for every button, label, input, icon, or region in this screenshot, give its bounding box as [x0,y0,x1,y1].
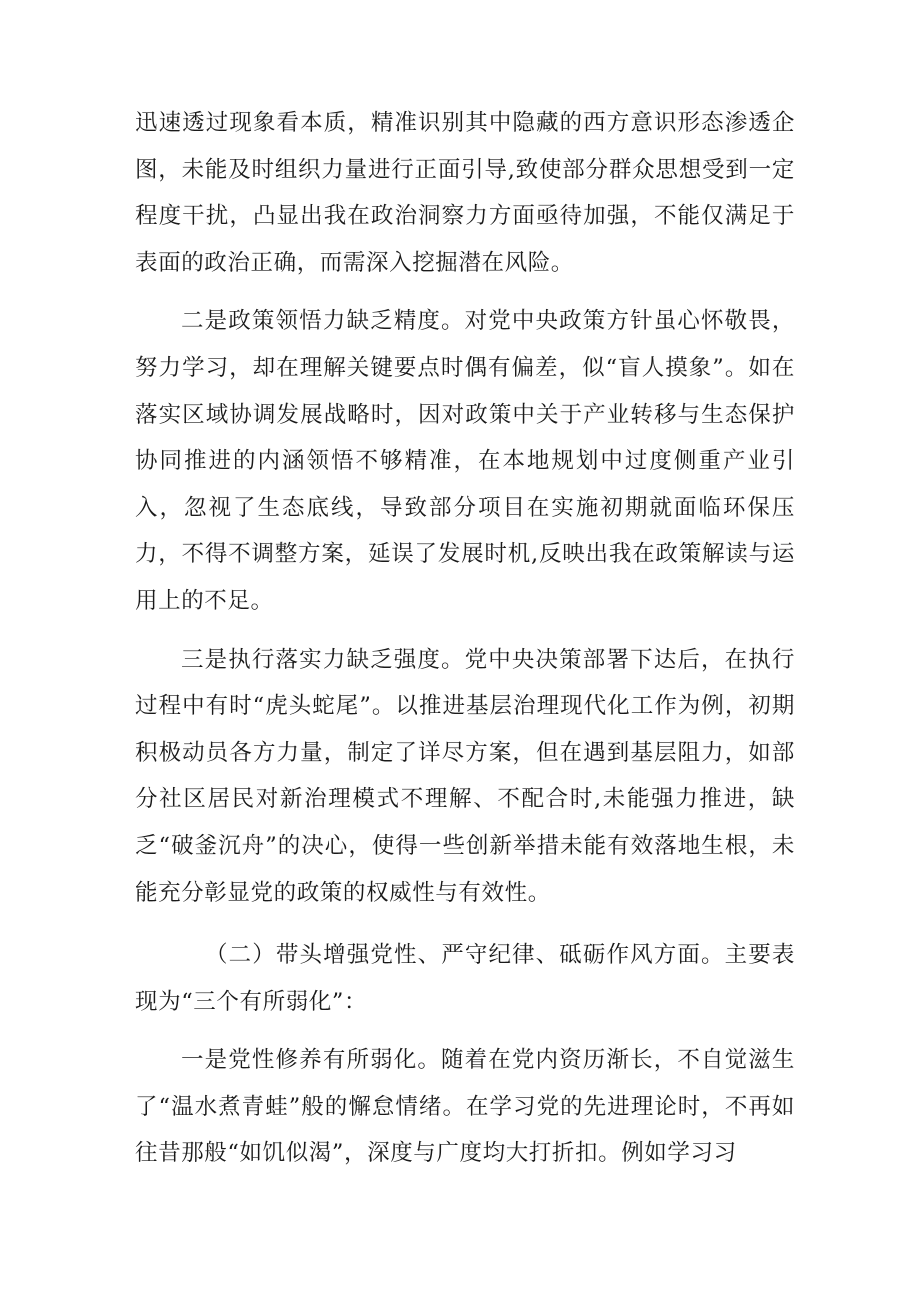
document-body [135,100,795,1177]
section-heading-party-spirit: （二）带头增强党性、严守纪律、砥砺作风方面。主要表现为“三个有所弱化”： [135,942,795,1015]
paragraph-policy-understanding: 二是政策领悟力缺乏精度。对党中央政策方针虽心怀敬畏，努力学习，却在理解关键要点时偶有偏差，似“盲人摸象”。如在落实区域协调发展战略时，因对政策中关于产业转移与生态保护协同推进的内涵领悟不够精准，在本地规划中过度侧重产业引入，忽视了生态底线，导致部分项目在实施初期就面临环保压力，不得不调整方案，延误了发展时机,反映出我在政策解读与运用上的不足。 [135,308,795,614]
paragraph-continuation: 迅速透过现象看本质，精准识别其中隐藏的西方意识形态渗透企图，未能及时组织力量进行正面引导,致使部分群众思想受到一定程度干扰，凸显出我在政治洞察力方面亟待加强，不能仅满足于表面的政治正确，而需深入挖掘潜在风险。 [135,110,795,276]
paragraph-party-cultivation: 一是党性修养有所弱化。随着在党内资历渐长，不自觉滋生了“温水煮青蛙”般的懈怠情绪。在学习党的先进理论时，不再如往昔那般“如饥似渴”，深度与广度均大打折扣。例如学习习 [135,1047,795,1167]
paragraph-execution: 三是执行落实力缺乏强度。党中央决策部署下达后，在执行过程中有时“虎头蛇尾”。以推进基层治理现代化工作为例，初期积极动员各方力量，制定了详尽方案，但在遇到基层阻力，如部分社区居民对新治理模式不理解、不配合时,未能强力推进，缺乏“破釜沉舟”的决心，使得一些创新举措未能有效落地生根，未能充分彰显党的政策的权威性与有效性。 [135,646,795,906]
